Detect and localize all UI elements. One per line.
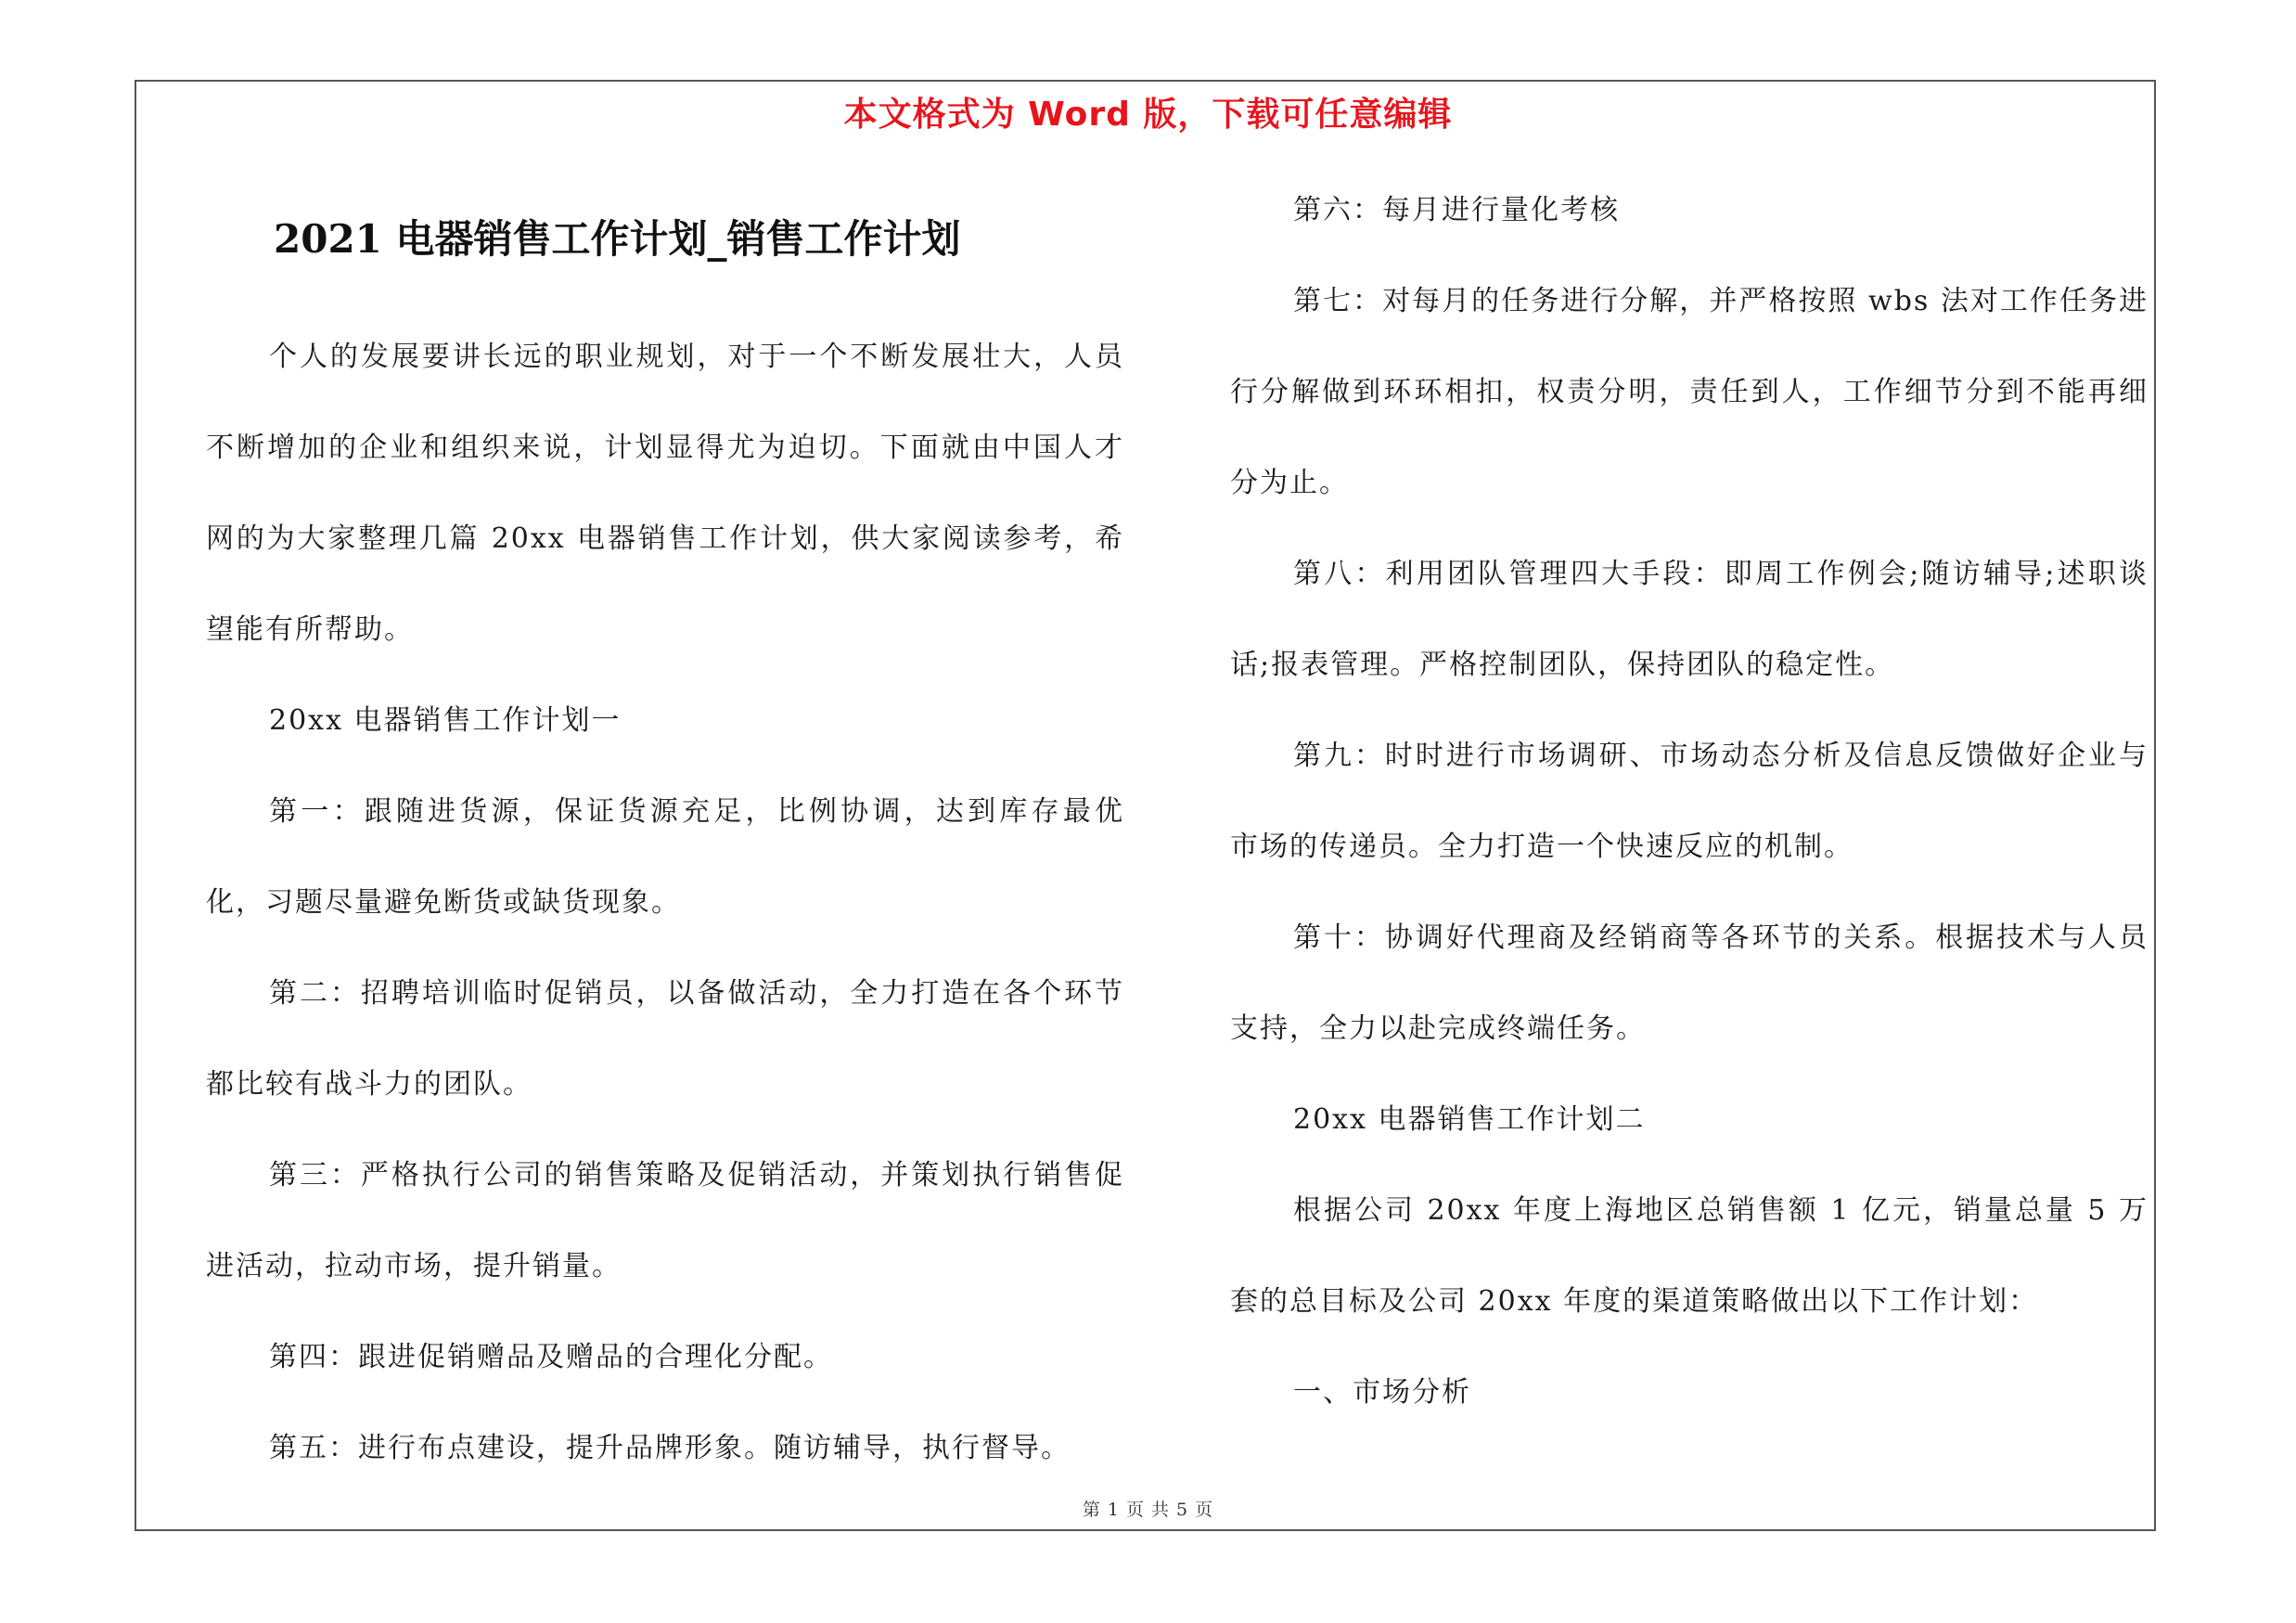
format-banner: 本文格式为 Word 版，下载可任意编辑 [843,96,1453,134]
page-number-footer: 第 1 页 共 5 页 [1082,1500,1214,1520]
item-paragraph-9: 第九：时时进行市场调研、市场动态分析及信息反馈做好企业与市场的传递员。全力打造一个快速反应的机制。 [1230,740,2148,863]
item-paragraph-10: 第十：协调好代理商及经销商等各环节的关系。根据技术与人员支持，全力以赴完成终端任务。 [1230,921,2148,1045]
intro-paragraph: 个人的发展要讲长远的职业规划，对于一个不断发展壮大，人员不断增加的企业和组织来说，计划显得尤为迫切。下面就由中国人才网的为大家整理几篇 20xx 电器销售工作计划，供大家阅读参考，希望能有所帮助。 [206,341,1124,646]
item-paragraph-8: 第八：利用团队管理四大手段：即周工作例会;随访辅导;述职谈话;报表管理。严格控制团队，保持团队的稳定性。 [1230,558,2148,681]
section-heading-plan-one: 20xx 电器销售工作计划一 [269,704,622,737]
document-title: 2021 电器销售工作计划_销售工作计划 [274,216,961,262]
item-paragraph-6: 第六：每月进行量化考核 [1293,194,1620,226]
item-paragraph-7: 第七：对每月的任务进行分解，并严格按照 wbs 法对工作任务进行分解做到环环相扣，权责分明，责任到人，工作细节分到不能再细分为止。 [1230,285,2148,499]
right-column [1230,0,2148,1623]
item-paragraph-2: 第二：招聘培训临时促销员，以备做活动，全力打造在各个环节都比较有战斗力的团队。 [206,977,1124,1101]
item-paragraph-1: 第一：跟随进货源，保证货源充足，比例协调，达到库存最优化，习题尽量避免断货或缺货现象。 [206,795,1124,919]
item-paragraph-5: 第五：进行布点建设，提升品牌形象。随访辅导，执行督导。 [269,1432,1071,1464]
plan-two-intro-paragraph: 根据公司 20xx 年度上海地区总销售额 1 亿元，销量总量 5 万套的总目标及公司 20xx 年度的渠道策略做出以下工作计划： [1230,1194,2148,1318]
section-heading-plan-two: 20xx 电器销售工作计划二 [1293,1103,1646,1136]
item-paragraph-4: 第四：跟进促销赠品及赠品的合理化分配。 [269,1341,833,1373]
left-column [206,0,1124,1623]
market-analysis-heading: 一、市场分析 [1293,1376,1471,1409]
item-paragraph-3: 第三：严格执行公司的销售策略及促销活动，并策划执行销售促进活动，拉动市场，提升销量。 [206,1159,1124,1282]
